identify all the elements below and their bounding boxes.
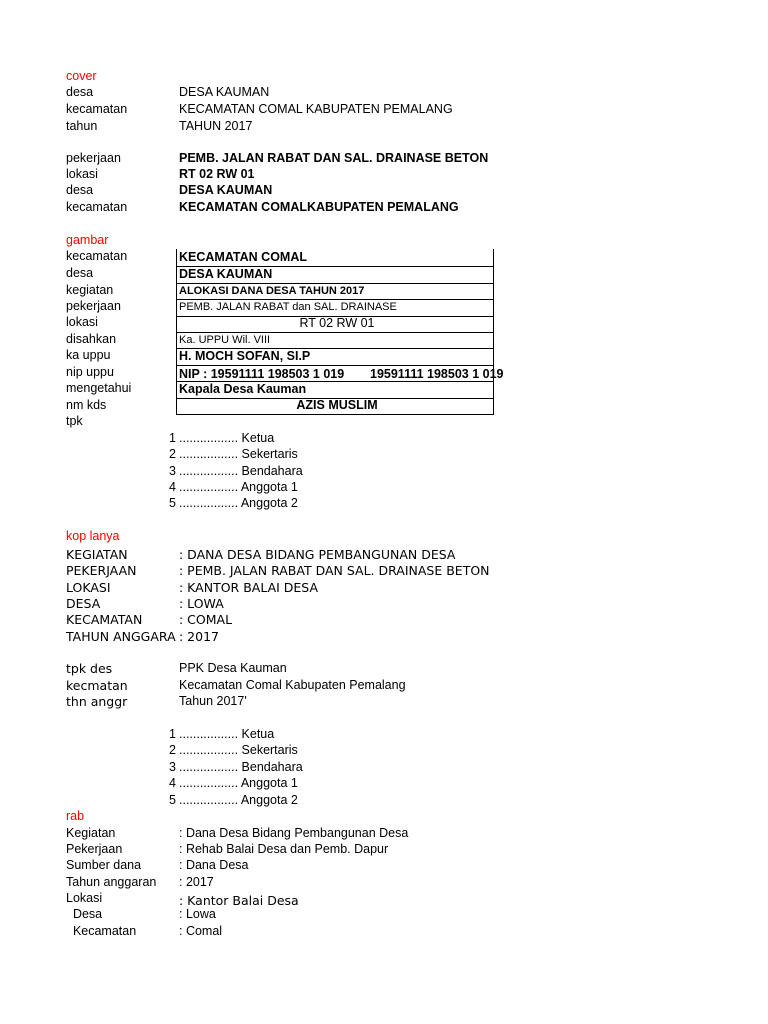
gambar-label: pekerjaan xyxy=(66,299,121,313)
tpk-role: Bendahara xyxy=(241,464,303,478)
gambar-label: kecamatan xyxy=(66,249,128,263)
tpk-role: Bendahara xyxy=(241,760,303,774)
tpk-number: 2 xyxy=(169,447,176,461)
cover-detail-row xyxy=(0,199,768,216)
rab-label: Kegiatan xyxy=(66,826,116,840)
kop-tpk-label: tpk des xyxy=(66,661,113,676)
tpk-role: Ketua xyxy=(241,727,275,741)
box-kecamatan: KECAMATAN COMAL xyxy=(179,250,307,264)
box-divider xyxy=(176,414,494,415)
kop-label: KEGIATAN xyxy=(66,547,128,562)
tpk-dots: ................. xyxy=(179,496,239,510)
gambar-label: tpk xyxy=(66,414,83,428)
rab-value: : 2017 xyxy=(179,875,214,889)
rab-value: : Dana Desa Bidang Pembangunan Desa xyxy=(179,826,409,840)
cover-detail-value: KECAMATAN COMALKABUPATEN PEMALANG xyxy=(179,200,459,214)
gambar-label: nm kds xyxy=(66,398,107,412)
tpk-role: Anggota 1 xyxy=(240,480,298,494)
cover-label: kecamatan xyxy=(66,102,128,116)
cover-detail-label: pekerjaan xyxy=(66,151,121,165)
gambar-label: desa xyxy=(66,266,94,280)
tpk-dots: ................. xyxy=(179,447,239,461)
cover-row xyxy=(0,84,768,101)
tpk-role: Sekertaris xyxy=(241,743,298,757)
tpk-number: 3 xyxy=(169,464,176,478)
list-item xyxy=(0,495,768,512)
tpk-dots: ................. xyxy=(179,464,239,478)
cover-value: DESA KAUMAN xyxy=(179,85,270,99)
kop-tpk-label: kecmatan xyxy=(66,678,128,693)
cover-detail-label: kecamatan xyxy=(66,200,128,214)
cover-value: KECAMATAN COMAL KABUPATEN PEMALANG xyxy=(179,102,453,116)
rab-label: Kecamatan xyxy=(66,924,137,938)
tpk-number: 5 xyxy=(169,793,176,807)
gambar-heading: gambar xyxy=(66,233,109,247)
rab-label: Lokasi xyxy=(66,891,103,905)
tpk-dots: ................. xyxy=(179,760,239,774)
kop-value: : LOWA xyxy=(179,596,224,611)
list-item xyxy=(0,742,768,759)
list-item xyxy=(0,775,768,792)
rab-label: Sumber dana xyxy=(66,858,142,872)
tpk-number: 1 xyxy=(169,431,176,445)
rab-value: : Kantor Balai Desa xyxy=(179,893,299,908)
kop-value: : 2017 xyxy=(179,629,219,644)
kop-label: PEKERJAAN xyxy=(66,563,137,578)
tpk-number: 2 xyxy=(169,743,176,757)
box-lokasi: RT 02 RW 01 xyxy=(299,316,375,330)
gambar-label: disahkan xyxy=(66,332,117,346)
kop-value: : DANA DESA BIDANG PEMBANGUNAN DESA xyxy=(179,547,456,562)
box-pekerjaan: PEMB. JALAN RABAT dan SAL. DRAINASE xyxy=(179,301,397,313)
tpk-dots: ................. xyxy=(179,727,239,741)
rab-value: : Comal xyxy=(179,924,223,938)
tpk-dots: ................. xyxy=(179,480,239,494)
kop-tpk-value: Kecamatan Comal Kabupaten Pemalang xyxy=(179,678,406,692)
box-ka-uppu: H. MOCH SOFAN, SI.P xyxy=(179,349,311,363)
tpk-role: Ketua xyxy=(241,431,275,445)
kop-value: : KANTOR BALAI DESA xyxy=(179,580,319,595)
rab-value: : Dana Desa xyxy=(179,858,249,872)
list-item xyxy=(0,759,768,776)
kop-label: LOKASI xyxy=(66,580,111,595)
tpk-number: 3 xyxy=(169,760,176,774)
cover-detail-value: RT 02 RW 01 xyxy=(179,167,255,181)
box-mengetahui: Kapala Desa Kauman xyxy=(179,382,307,396)
kop-label: DESA xyxy=(66,596,101,611)
cover-row xyxy=(0,101,768,118)
list-item xyxy=(0,463,768,480)
cover-detail-value: PEMB. JALAN RABAT DAN SAL. DRAINASE BETON xyxy=(179,151,489,165)
tpk-role: Sekertaris xyxy=(241,447,298,461)
box-disahkan: Ka. UPPU Wil. VIII xyxy=(179,334,271,346)
rab-value: : Lowa xyxy=(179,907,216,921)
gambar-label: kegiatan xyxy=(66,283,114,297)
cover-label: desa xyxy=(66,85,94,99)
tpk-role: Anggota 1 xyxy=(240,776,298,790)
rab-heading-row xyxy=(0,808,768,825)
rab-label: Desa xyxy=(66,907,103,921)
box-nm-kds: AZIS MUSLIM xyxy=(296,398,378,412)
cover-heading-row xyxy=(0,68,768,85)
kop-tpk-label: thn anggr xyxy=(66,694,128,709)
tpk-number: 4 xyxy=(169,776,176,790)
box-nip-extra: 19591111 198503 1 019 xyxy=(370,367,504,381)
rab-label: Tahun anggaran xyxy=(66,875,157,889)
kop-label: KECAMATAN xyxy=(66,612,143,627)
tpk-number: 4 xyxy=(169,480,176,494)
cover-heading: cover xyxy=(66,69,97,83)
tpk-number: 5 xyxy=(169,496,176,510)
tpk-number: 1 xyxy=(169,727,176,741)
kop-value: : COMAL xyxy=(179,612,233,627)
tpk-dots: ................. xyxy=(179,793,239,807)
gambar-label: lokasi xyxy=(66,315,98,329)
cover-label: tahun xyxy=(66,119,98,133)
kop-label: TAHUN ANGGARA xyxy=(66,629,176,644)
gambar-heading-row xyxy=(0,232,768,249)
kop-tpk-value: PPK Desa Kauman xyxy=(179,661,287,675)
rab-value: : Rehab Balai Desa dan Pemb. Dapur xyxy=(179,842,389,856)
tpk-dots: ................. xyxy=(179,776,239,790)
cover-detail-row xyxy=(0,166,768,183)
rab-heading: rab xyxy=(66,809,85,823)
cover-detail-row xyxy=(0,150,768,167)
box-nip-uppu: NIP : 19591111 198503 1 019 xyxy=(179,367,345,381)
list-item xyxy=(0,792,768,809)
cover-detail-row xyxy=(0,182,768,199)
gambar-label: mengetahui xyxy=(66,381,132,395)
list-item xyxy=(0,430,768,447)
cover-value: TAHUN 2017 xyxy=(179,119,253,133)
list-item xyxy=(0,446,768,463)
rab-label: Pekerjaan xyxy=(66,842,123,856)
list-item xyxy=(0,726,768,743)
cover-detail-value: DESA KAUMAN xyxy=(179,183,273,197)
tpk-dots: ................. xyxy=(179,431,239,445)
gambar-label: ka uppu xyxy=(66,348,111,362)
cover-detail-label: lokasi xyxy=(66,167,98,181)
tpk-role: Anggota 2 xyxy=(240,793,298,807)
kop-heading-row xyxy=(0,528,768,545)
gambar-label: nip uppu xyxy=(66,365,114,379)
kop-tpk-value: Tahun 2017' xyxy=(179,694,247,708)
box-kegiatan: ALOKASI DANA DESA TAHUN 2017 xyxy=(179,285,365,297)
cover-detail-label: desa xyxy=(66,183,94,197)
cover-row xyxy=(0,118,768,135)
tpk-dots: ................. xyxy=(179,743,239,757)
list-item xyxy=(0,479,768,496)
kop-value: : PEMB. JALAN RABAT DAN SAL. DRAINASE BETON xyxy=(179,563,490,578)
kop-heading: kop lanya xyxy=(66,529,120,543)
tpk-role: Anggota 2 xyxy=(240,496,298,510)
box-desa: DESA KAUMAN xyxy=(179,267,273,281)
